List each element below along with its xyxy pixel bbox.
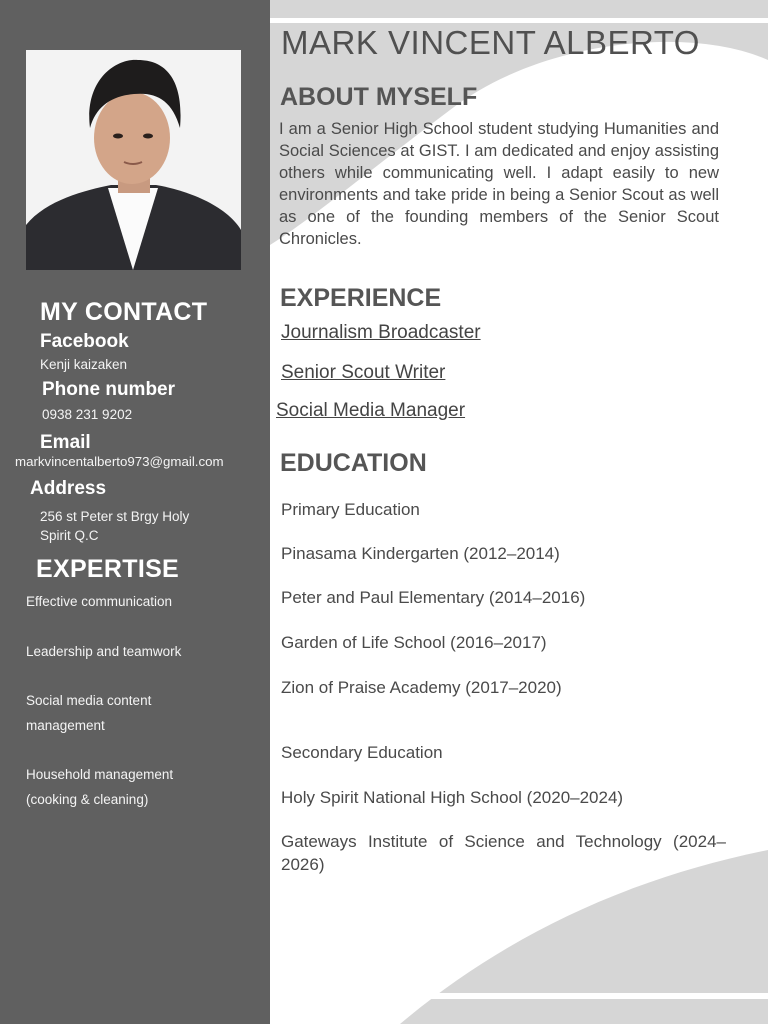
address-line-1: 256 st Peter st Brgy Holy xyxy=(40,509,190,524)
education-entry: Pinasama Kindergarten (2012–2014) xyxy=(281,544,560,563)
about-text: I am a Senior High School student studying Humanities and Social Sciences at GIST. I am dedicated and enjoy assisting others while communicating well. I adapt easily to new environments and take pride in being a Senior Scout as well as one of the founding members of the Senior Scout Chronicles. xyxy=(279,120,719,248)
education-heading: EDUCATION xyxy=(280,449,427,477)
education-entry: Holy Spirit National High School (2020–2024) xyxy=(281,788,624,807)
education-entry: Zion of Praise Academy (2017–2020) xyxy=(281,678,562,697)
expertise-item: Leadership and teamwork xyxy=(26,644,182,659)
primary-education-label: Primary Education xyxy=(281,500,420,519)
phone-label: Phone number xyxy=(42,379,176,400)
main-content xyxy=(270,0,768,1024)
experience-item-link[interactable]: Journalism Broadcaster xyxy=(281,322,481,343)
expertise-item: Household management (cooking & cleaning) xyxy=(26,767,174,807)
expertise-item: Social media content management xyxy=(26,693,152,733)
person-name: MARK VINCENT ALBERTO xyxy=(281,24,700,61)
profile-photo xyxy=(26,50,241,270)
expertise-item: Effective communication xyxy=(26,594,173,609)
experience-item-link[interactable]: Senior Scout Writer xyxy=(281,362,446,383)
secondary-education-label: Secondary Education xyxy=(281,743,443,762)
email-label: Email xyxy=(40,432,91,453)
education-entry: Peter and Paul Elementary (2014–2016) xyxy=(281,588,586,607)
education-entry: Garden of Life School (2016–2017) xyxy=(281,633,547,652)
contact-heading: MY CONTACT xyxy=(40,298,208,326)
experience-heading: EXPERIENCE xyxy=(280,284,442,312)
expertise-heading: EXPERTISE xyxy=(36,555,180,583)
facebook-value: Kenji kaizaken xyxy=(40,357,128,372)
education-entry: Gateways Institute of Science and Technology (2024–2026) xyxy=(281,832,726,874)
email-value: markvincentalberto973@gmail.com xyxy=(15,454,224,469)
experience-item-link[interactable]: Social Media Manager xyxy=(276,400,466,421)
sidebar xyxy=(0,0,270,1024)
phone-value: 0938 231 9202 xyxy=(42,407,133,422)
facebook-label: Facebook xyxy=(40,331,129,352)
about-heading: ABOUT MYSELF xyxy=(280,83,478,111)
address-line-2: Spirit Q.C xyxy=(40,528,99,543)
address-label: Address xyxy=(30,478,107,499)
